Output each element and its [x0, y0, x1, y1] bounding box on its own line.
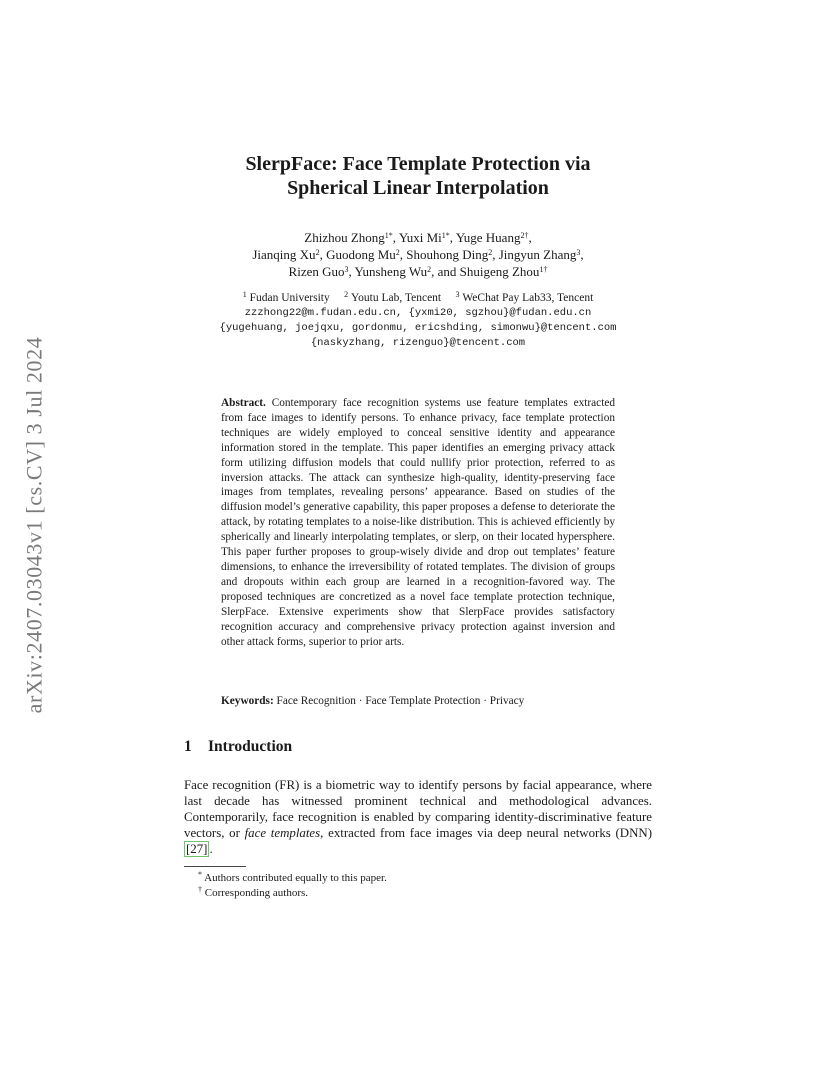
footnote-mark: †	[198, 885, 202, 894]
author-name: Yunsheng Wu	[354, 264, 428, 279]
email-line: {naskyzhang, rizenguo}@tencent.com	[310, 337, 526, 349]
affil-mark: 2	[344, 290, 349, 299]
author-mark: 3	[576, 248, 581, 257]
arxiv-sidebar-stamp	[14, 290, 54, 760]
author-mark: 2	[427, 265, 432, 274]
footnote-2	[198, 886, 387, 901]
author-name: Yuxi Mi	[398, 230, 442, 245]
author-name: Jingyun Zhang	[498, 247, 577, 262]
intro-text-3: .	[209, 842, 213, 856]
author-mark: 3	[344, 265, 349, 274]
arxiv-identifier: arXiv:2407.03043v1 [cs.CV] 3 Jul 2024	[21, 336, 46, 714]
section-heading	[184, 738, 292, 756]
keywords	[221, 694, 615, 709]
affil-mark: 1	[242, 290, 247, 299]
email-line: {yugehuang, joejqxu, gordonmu, ericshding, simonwu}@tencent.com	[219, 322, 617, 334]
author-name: Zhizhou Zhong	[304, 230, 385, 245]
keywords-text: Face Recognition · Face Template Protection · Privacy	[276, 695, 525, 707]
author-name: Yuge Huang	[455, 230, 521, 245]
affil-fudan: Fudan University	[249, 292, 330, 304]
footnote-1	[198, 871, 387, 886]
footnote-mark: *	[198, 870, 202, 879]
author-line-3: Rizen Guo$^3$, Yunsheng Wu$^2$, and Shuigeng Zhou$^{1\dagger}$	[288, 264, 548, 279]
paper-title	[184, 152, 652, 200]
author-name: Jianqing Xu	[252, 247, 316, 262]
affiliations	[184, 291, 652, 351]
section-number: 1	[184, 738, 192, 755]
abstract-text: Contemporary face recognition systems use feature templates extracted from face images to identify persons. To enhance privacy, face template protection techniques are widely employed to conceal sensitive identity and appearance information stored in the template. This paper identifies an emerging privacy attack form utilizing diffusion models that could nullify prior protection, referred to as inversion attacks. The attack can synthesize high-quality, identity-preserving face images from templates, revealing persons’ appearance. Based on studies of the diffusion model’s generative capability, this paper proposes a defense to deteriorate the attack, by rotating templates to a noise-like distribution. This is achieved efficiently by spherically and linearly interpolating templates, or slerp, on their located hypersphere. This paper further proposes to group-wisely divide and drop out templates’ feature dimensions, to enhance the irreversibility of rotated templates. The division of groups and dropouts within each group are learned in a recognition-favored way. The proposed techniques are concretized as a novel face template protection technique, SlerpFace. Extensive experiments show that SlerpFace provides satisfactory recognition accuracy and comprehensive privacy protection against inversion and other attack forms, superior to prior arts.	[221, 397, 615, 648]
affil-wechat: WeChat Pay Lab33, Tencent	[462, 292, 594, 304]
author-mark: 1*	[384, 231, 393, 240]
intro-paragraph	[184, 777, 652, 857]
section-title: Introduction	[208, 738, 293, 755]
footnote-rule	[184, 866, 246, 867]
intro-emphasis: face templates	[244, 826, 321, 840]
intro-text-2: , extracted from face images via deep neural networks (DNN)	[320, 826, 652, 840]
author-name: Shouhong Ding	[406, 247, 489, 262]
author-mark: 1*	[441, 231, 450, 240]
abstract-label: Abstract.	[221, 397, 266, 409]
footnote-text: Authors contributed equally to this paper.	[204, 872, 387, 884]
affil-youtu: Youtu Lab, Tencent	[351, 292, 442, 304]
citation-link[interactable]: [27]	[186, 842, 208, 856]
intro-text-1: Face recognition (FR) is a biometric way to identify persons by facial appearance, where last decade has witnessed prominent technical and methodological advances. Contemporarily, face recognition is enabled by comparing identity-discriminative feature vectors, or	[184, 778, 652, 840]
title-line-1: SlerpFace: Face Template Protection via	[245, 153, 591, 175]
author-name: Guodong Mu	[326, 247, 396, 262]
keywords-label: Keywords:	[221, 695, 274, 707]
footnotes	[198, 871, 387, 901]
abstract	[221, 396, 615, 649]
author-line-2: Jianqing Xu$^2$, Guodong Mu$^2$, Shouhong Ding$^2$, Jingyun Zhang$^3$,	[252, 247, 584, 262]
author-mark: 1†	[539, 265, 548, 274]
author-mark: 2	[488, 248, 493, 257]
affiliation-line	[184, 291, 652, 306]
author-line-1: Zhizhou Zhong$^{1*}$, Yuxi $Mi^{1*}$, Yuge Huang$^{2\dagger}$,	[304, 230, 532, 245]
author-name: Rizen Guo	[288, 264, 345, 279]
author-mark: 2	[395, 248, 400, 257]
author-list	[184, 229, 652, 280]
author-mark: 2	[315, 248, 320, 257]
author-mark: 2†	[520, 231, 529, 240]
affil-mark: 3	[455, 290, 460, 299]
footnote-text: Corresponding authors.	[204, 887, 309, 899]
title-line-2: Spherical Linear Interpolation	[287, 177, 549, 199]
author-name: Shuigeng Zhou	[459, 264, 540, 279]
email-line: zzzhong22@m.fudan.edu.cn, {yxmi20, sgzhou}@fudan.edu.cn	[244, 307, 592, 319]
